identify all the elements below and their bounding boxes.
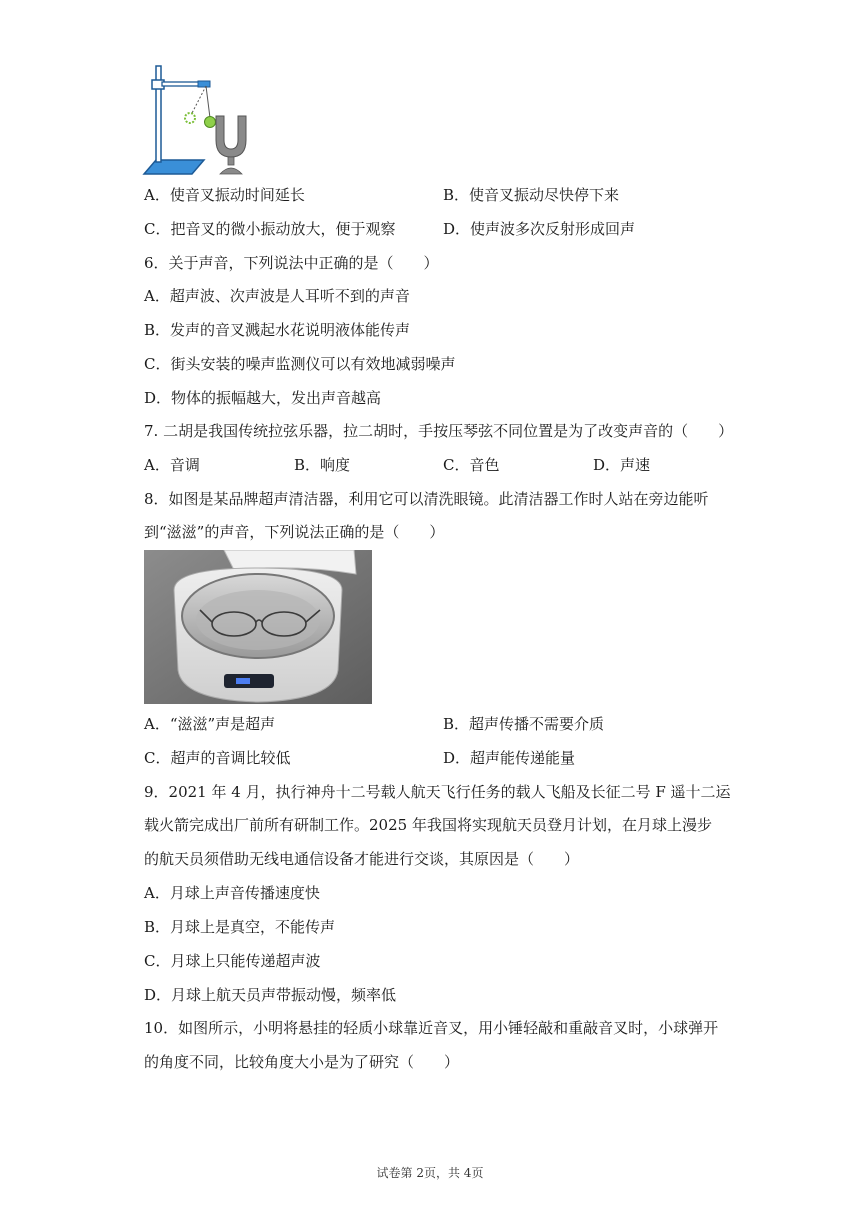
- q5-option-a: A．使音叉振动时间延长: [144, 186, 305, 204]
- q9-option-b: B．月球上是真空，不能传声: [144, 918, 336, 936]
- tuning-fork-apparatus-figure: [140, 62, 255, 180]
- stand-base: [144, 160, 204, 174]
- q10-stem-line-2: 的角度不同，比较角度大小是为了研究（ ）: [144, 1053, 460, 1071]
- q6-stem: 6．关于声音，下列说法中正确的是（ ）: [144, 254, 439, 272]
- q7-option-d: D．声速: [593, 456, 651, 474]
- q8-option-b: B．超声传播不需要介质: [443, 715, 605, 733]
- q8-stem-line-2: 到“滋滋”的声音，下列说法正确的是（ ）: [144, 523, 445, 541]
- q9-option-d: D．月球上航天员声带振动慢，频率低: [144, 986, 397, 1004]
- q5-option-d: D．使声波多次反射形成回声: [443, 220, 636, 238]
- q8-option-a: A．“滋滋”声是超声: [144, 715, 276, 733]
- page-footer: 试卷第 2页，共 4页: [376, 1166, 484, 1180]
- q6-option-a: A．超声波、次声波是人耳听不到的声音: [144, 287, 410, 305]
- tuning-fork: [216, 116, 246, 157]
- q6-option-d: D．物体的振幅越大，发出声音越高: [144, 389, 382, 407]
- q9-stem-line-3: 的航天员须借助无线电通信设备才能进行交谈，其原因是（ ）: [144, 850, 580, 868]
- q5-option-c: C．把音叉的微小振动放大，便于观察: [144, 220, 396, 238]
- q8-option-c: C．超声的音调比较低: [144, 749, 291, 767]
- q9-option-c: C．月球上只能传递超声波: [144, 952, 321, 970]
- q9-stem-line-2: 载火箭完成出厂前所有研制工作。2025 年我国将实现航天员登月计划，在月球上漫步: [144, 816, 712, 834]
- q8-option-d: D．超声能传递能量: [443, 749, 576, 767]
- q7-option-b: B．响度: [294, 456, 351, 474]
- q9-option-a: A．月球上声音传播速度快: [144, 884, 320, 902]
- q7-option-c: C．音色: [443, 456, 500, 474]
- q6-option-b: B．发声的音叉溅起水花说明液体能传声: [144, 321, 411, 339]
- q8-stem-line-1: 8．如图是某品牌超声清洁器，利用它可以清洗眼镜。此清洁器工作时人站在旁边能听: [144, 490, 709, 508]
- ball: [205, 117, 216, 128]
- q5-option-b: B．使音叉振动尽快停下来: [443, 186, 620, 204]
- ball-swung: [185, 113, 195, 123]
- q6-option-c: C．街头安装的噪声监测仪可以有效地减弱噪声: [144, 355, 456, 373]
- q7-option-a: A．音调: [144, 456, 200, 474]
- q9-stem-line-1: 9．2021 年 4 月，执行神舟十二号载人航天飞行任务的载人飞船及长征二号 F 遥十二运: [144, 783, 731, 801]
- ultrasonic-cleaner-photo: [144, 550, 372, 704]
- q7-stem: 7. 二胡是我国传统拉弦乐器，拉二胡时，手按压琴弦不同位置是为了改变声音的（ ）: [144, 422, 734, 440]
- q10-stem-line-1: 10．如图所示，小明将悬挂的轻质小球靠近音叉，用小锤轻敲和重敲音叉时，小球弹开: [144, 1019, 719, 1037]
